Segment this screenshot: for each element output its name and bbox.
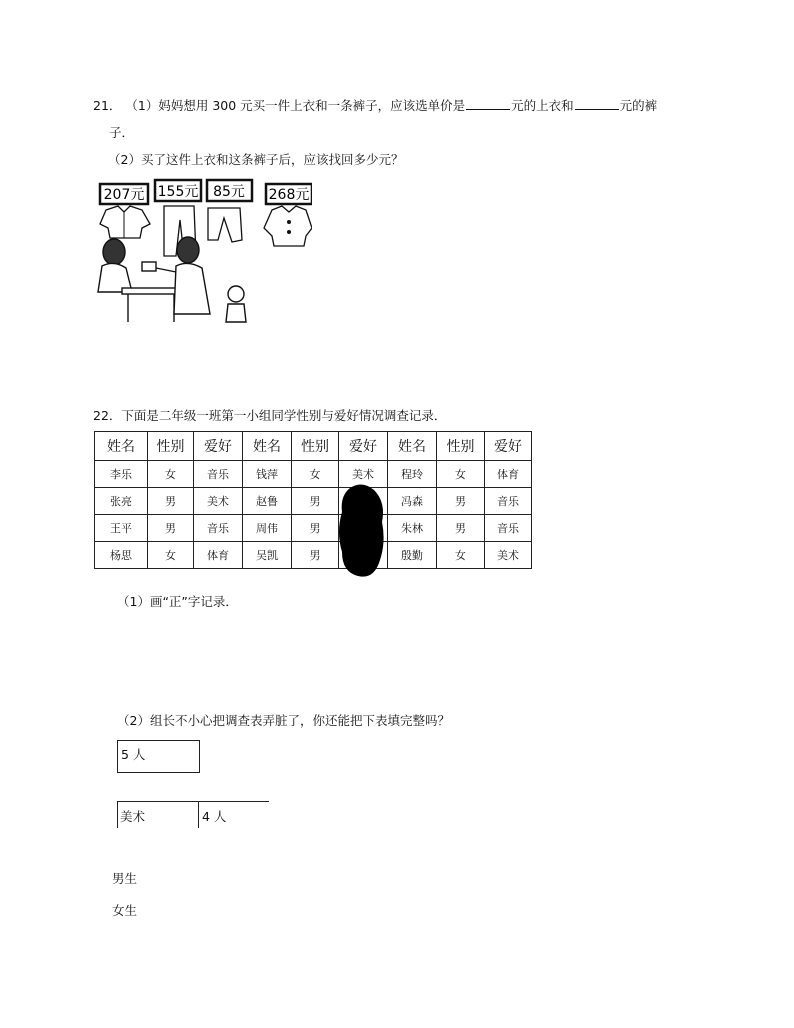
header-cell: 性别: [148, 432, 194, 461]
q22-part2: （2）组长不小心把调查表弄脏了，你还能把下表填完整吗？: [117, 713, 450, 728]
q21-part1-text-c: 元的裤: [619, 98, 658, 113]
shop-illustration: [92, 176, 312, 324]
q22-part1: （1）画“正”字记录．: [117, 594, 238, 609]
art-label: 美术: [120, 809, 146, 824]
table-cell: 美术: [339, 461, 388, 488]
header-cell: 姓名: [243, 432, 292, 461]
q21-part1-text-a: （1）妈妈想用 300 元买一件上衣和一条裤子，应该选单价是: [125, 98, 466, 113]
header-cell: 姓名: [388, 432, 437, 461]
header-cell: 爱好: [194, 432, 243, 461]
price-tag-268-label: 268元: [268, 187, 310, 203]
table-cell: 男: [437, 488, 485, 515]
header-cell: 姓名: [95, 432, 148, 461]
table-cell: 吴凯: [243, 542, 292, 569]
table-cell: 音乐: [485, 488, 532, 515]
table-cell: 女: [292, 461, 339, 488]
table-cell: 美术: [194, 488, 243, 515]
table-cell: 女: [148, 542, 194, 569]
table-cell: 美术: [485, 542, 532, 569]
header-cell: 爱好: [485, 432, 532, 461]
table-cell: 男: [148, 488, 194, 515]
q22-intro: 22．下面是二年级一班第一小组同学性别与爱好情况调查记录．: [93, 408, 447, 423]
price-tag-155-label: 155元: [157, 184, 199, 200]
price-tag-268: [266, 184, 312, 204]
table-cell: 钱萍: [243, 461, 292, 488]
table-row: [95, 488, 532, 515]
header-cell: 爱好: [339, 432, 388, 461]
table-cell: 赵鲁: [243, 488, 292, 515]
table-cell: 张亮: [95, 488, 148, 515]
table-cell: 王平: [95, 515, 148, 542]
table-header-row: [95, 432, 532, 461]
survey-table: [94, 431, 532, 569]
table-cell: 程玲: [388, 461, 437, 488]
ink-blot-stain: [336, 482, 386, 580]
table-cell: 男: [292, 515, 339, 542]
table-cell: 体育: [485, 461, 532, 488]
price-tag-207: [100, 184, 148, 204]
table-cell: 周伟: [243, 515, 292, 542]
price-tag-207-label: 207元: [103, 187, 145, 203]
girls-label: 女生: [112, 903, 138, 918]
art-label-cell: [117, 802, 199, 828]
table-cell: 音乐: [194, 461, 243, 488]
count-box-value: 5 人: [121, 747, 146, 762]
art-count-row: [117, 801, 269, 828]
q21-line1: [93, 96, 657, 114]
price-tag-85: [207, 180, 252, 201]
table-cell: 体育: [194, 542, 243, 569]
pants-short-icon: [208, 208, 242, 242]
table-cell: 音乐: [194, 515, 243, 542]
art-value: 4 人: [202, 809, 227, 824]
table-cell: 朱林: [388, 515, 437, 542]
table-cell: 殷勤: [388, 542, 437, 569]
table-cell: 冯森: [388, 488, 437, 515]
table-cell: 音乐: [485, 515, 532, 542]
header-cell: 性别: [292, 432, 339, 461]
q21-number: 21．: [93, 98, 122, 113]
q21-line1-cont: 子．: [109, 125, 135, 140]
table-cell: 男: [148, 515, 194, 542]
table-cell: 杨思: [95, 542, 148, 569]
table-cell: 男: [292, 542, 339, 569]
top-price-blank[interactable]: [466, 97, 510, 110]
q21-part1-text-b: 元的上衣和: [511, 98, 574, 113]
price-tag-85-label: 85元: [213, 184, 245, 200]
price-tag-155: [155, 180, 201, 201]
table-row: [95, 515, 532, 542]
blouse-icon: [264, 206, 312, 246]
header-cell: 性别: [437, 432, 485, 461]
table-cell: 女: [437, 461, 485, 488]
table-row: [95, 542, 532, 569]
pants-price-blank[interactable]: [575, 97, 619, 110]
table-cell: 女: [148, 461, 194, 488]
table-row: [95, 461, 532, 488]
q21-part2: （2）买了这件上衣和这条裤子后，应该找回多少元？: [108, 152, 404, 167]
table-cell: 男: [292, 488, 339, 515]
table-cell: 女: [437, 542, 485, 569]
boys-label: 男生: [112, 871, 138, 886]
table-cell: 李乐: [95, 461, 148, 488]
table-cell: 男: [437, 515, 485, 542]
shirt-icon: [100, 206, 150, 238]
count-box[interactable]: [117, 740, 200, 773]
